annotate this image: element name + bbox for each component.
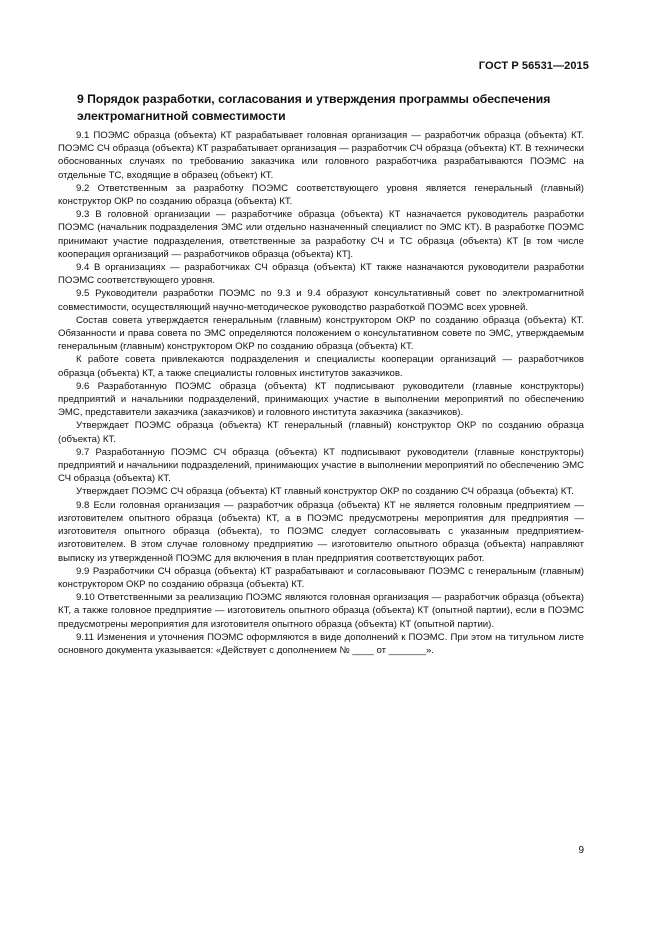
paragraph-approval-component: Утверждает ПОЭМС СЧ образца (объекта) КТ главный конструктор ОКР по созданию СЧ образца (объекта) КТ.	[76, 486, 574, 498]
paragraph-9-6: 9.6 Разработанную ПОЭМС образца (объекта) КТ подписывают руководители (главные конструкторы) предприятий и начальники подразделений, принимающих участие в выполнении мероприятий по обеспечению ЭМС, представители заказчика (заказчиков) и головного института заказчика (заказчиков).	[58, 380, 584, 419]
paragraph-9-7: 9.7 Разработанную ПОЭМС СЧ образца (объекта) КТ подписывают руководители (главные конструкторы) предприятий и начальники подразделений, принимающих участие в выполнении мероприятий по обеспечению ЭМС СЧ образца (объекта) КТ.	[58, 446, 584, 485]
section-title: 9 Порядок разработки, согласования и утверждения программы обеспечения электромагнитной совместимости	[77, 92, 551, 123]
paragraph-9-3: 9.3 В головной организации — разработчике образца (объекта) КТ назначается руководитель разработки ПОЭМС (начальник подразделения ЭМС или отдельно назначенный специалист по ЭМС КТ). В разработке ПОЭМС принимают участие подразделения, ответственные за разработку СЧ и ТС образца (объекта) КТ [в том числе кооперация организаций — разработчиков образца (объекта) КТ].	[58, 209, 584, 260]
paragraph-council-work: К работе совета привлекаются подразделения и специалисты кооперации организаций — разработчиков образца (объекта) КТ, а также специалисты головных институтов заказчиков.	[58, 354, 584, 379]
section-body	[58, 129, 584, 657]
page-number: 9	[578, 845, 584, 856]
paragraph-9-8: 9.8 Если головная организация — разработчик образца (объекта) КТ не является головным предприятием — изготовителем опытного образца (объекта) КТ, а в ПОЭМС предусмотрены мероприятия для предприятия — изготовителя опытного образца (объекта), то ПОЭМС следует согласовывать с указанным предприятием-изготовителем. В этом случае головному предприятию — изготовителю опытного образца (объекта) направляют выписку из утвержденной ПОЭМС для включения в план предприятия соответствующих работ.	[58, 499, 584, 564]
paragraph-9-11: 9.11 Изменения и уточнения ПОЭМС оформляются в виде дополнений к ПОЭМС. При этом на титульном листе основного документа указывается: «Действует с дополнением № ____ от _______».	[58, 631, 584, 656]
paragraph-9-10: 9.10 Ответственными за реализацию ПОЭМС являются головная организация — разработчик образца (объекта) КТ, а также головное предприятие — изготовитель опытного образца (объекта) КТ (опытной партии), если в ПОЭМС предусмотрены мероприятия для изготовителя опытного образца (объекта) КТ (опытной партии).	[58, 592, 584, 630]
paragraph-9-1: 9.1 ПОЭМС образца (объекта) КТ разрабатывает головная организация — разработчик образца (объекта) КТ. ПОЭМС СЧ образца (объекта) КТ разрабатывает организация — разработчик СЧ образца (объекта) КТ. В технически обоснованных случаях по требованию заказчика или головного разработчика разрабатываются ПОЭМС на отдельные ТС, входящие в образец (объект) КТ.	[58, 130, 584, 181]
paragraph-9-4: 9.4 В организациях — разработчиках СЧ образца (объекта) КТ также назначаются руководители разработки ПОЭМС соответствующего уровня.	[58, 262, 584, 287]
paragraph-approval-object: Утверждает ПОЭМС образца (объекта) КТ генеральный (главный) конструктор ОКР по созданию образца (объекта) КТ.	[58, 420, 584, 445]
paragraph-council-composition: Состав совета утверждается генеральным (главным) конструктором ОКР по созданию образца (объекта) КТ. Обязанности и права совета по ЭМС определяются положением о консультативном совете по ЭМС, утверждаемым генеральным (главным) конструктором ОКР по созданию образца (объекта) КТ.	[58, 314, 584, 353]
paragraph-9-9: 9.9 Разработчики СЧ образца (объекта) КТ разрабатывают и согласовывают ПОЭМС с генеральным (главным) конструктором ОКР по созданию образца (объекта) КТ.	[58, 565, 584, 590]
paragraph-9-5: 9.5 Руководители разработки ПОЭМС по 9.3 и 9.4 образуют консультативный совет по электромагнитной совместимости, осуществляющий научно-методическое руководство разработкой ПОЭМС всех уровней.	[58, 288, 584, 313]
paragraph-9-2: 9.2 Ответственным за разработку ПОЭМС соответствующего уровня является генеральный (главный) конструктор ОКР по созданию образца (объекта) КТ.	[58, 182, 584, 208]
standard-number: ГОСТ Р 56531—2015	[478, 60, 589, 72]
